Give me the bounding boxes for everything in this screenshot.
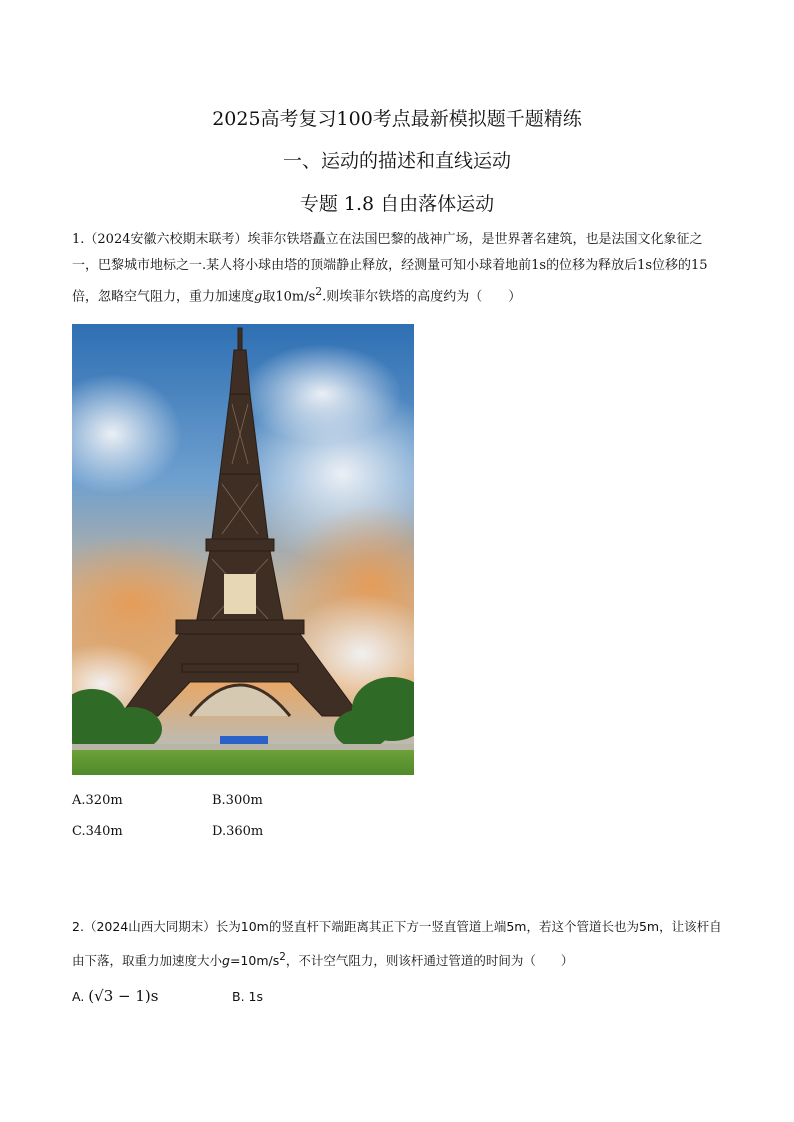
gravity-variable: g <box>254 289 263 305</box>
topic-title: 专题 1.8 自由落体运动 <box>299 193 495 215</box>
q1-option-a[interactable]: A.320m <box>72 793 123 808</box>
chapter-title: 一、运动的描述和直线运动 <box>282 150 511 172</box>
q2-option-b[interactable]: B. 1s <box>232 989 263 1004</box>
question-number: 1. <box>72 232 85 247</box>
question-number: 2. <box>72 919 84 934</box>
q2-option-a-formula: (√3 − 1)s <box>88 987 159 1005</box>
question-source: （2024安徽六校期末联考） <box>84 232 248 247</box>
question-source: （2024山西大同期末） <box>83 919 216 934</box>
eiffel-tower-photo <box>72 324 414 775</box>
question-2-text: 2.（2024山西大同期末）长为10m的竖直杆下端距离其正下方一竖直管道上端5m，若这个管道长也为5m，让该杆自由下落，取重力加速度大小$g=10m/s^2$，不计空气阻力，则该杆通过管道的时间为（ ） <box>72 919 722 969</box>
gravity-variable: g <box>222 953 230 969</box>
question-1-text: 1.（2024安徽六校期末联考）埃菲尔铁塔矗立在法国巴黎的战神广场，是世界著名建筑，也是法国文化象征之一，巴黎城市地标之一.某人将小球由塔的顶端静止释放，经测量可知小球着地前1s的位移为释放后1s位移的15倍，忽略空气阻力，重力加速度g取$10m/s^2$.则埃菲尔铁塔的高度约为（ ） <box>72 232 708 305</box>
q2-option-a[interactable]: A. (√3 − 1)s <box>72 987 159 1005</box>
page-title: 2025高考复习100考点最新模拟题千题精练 <box>212 108 582 130</box>
q1-option-d[interactable]: D.360m <box>212 824 264 839</box>
q1-option-b[interactable]: B.300m <box>212 793 263 808</box>
q1-option-c[interactable]: C.340m <box>72 824 123 839</box>
